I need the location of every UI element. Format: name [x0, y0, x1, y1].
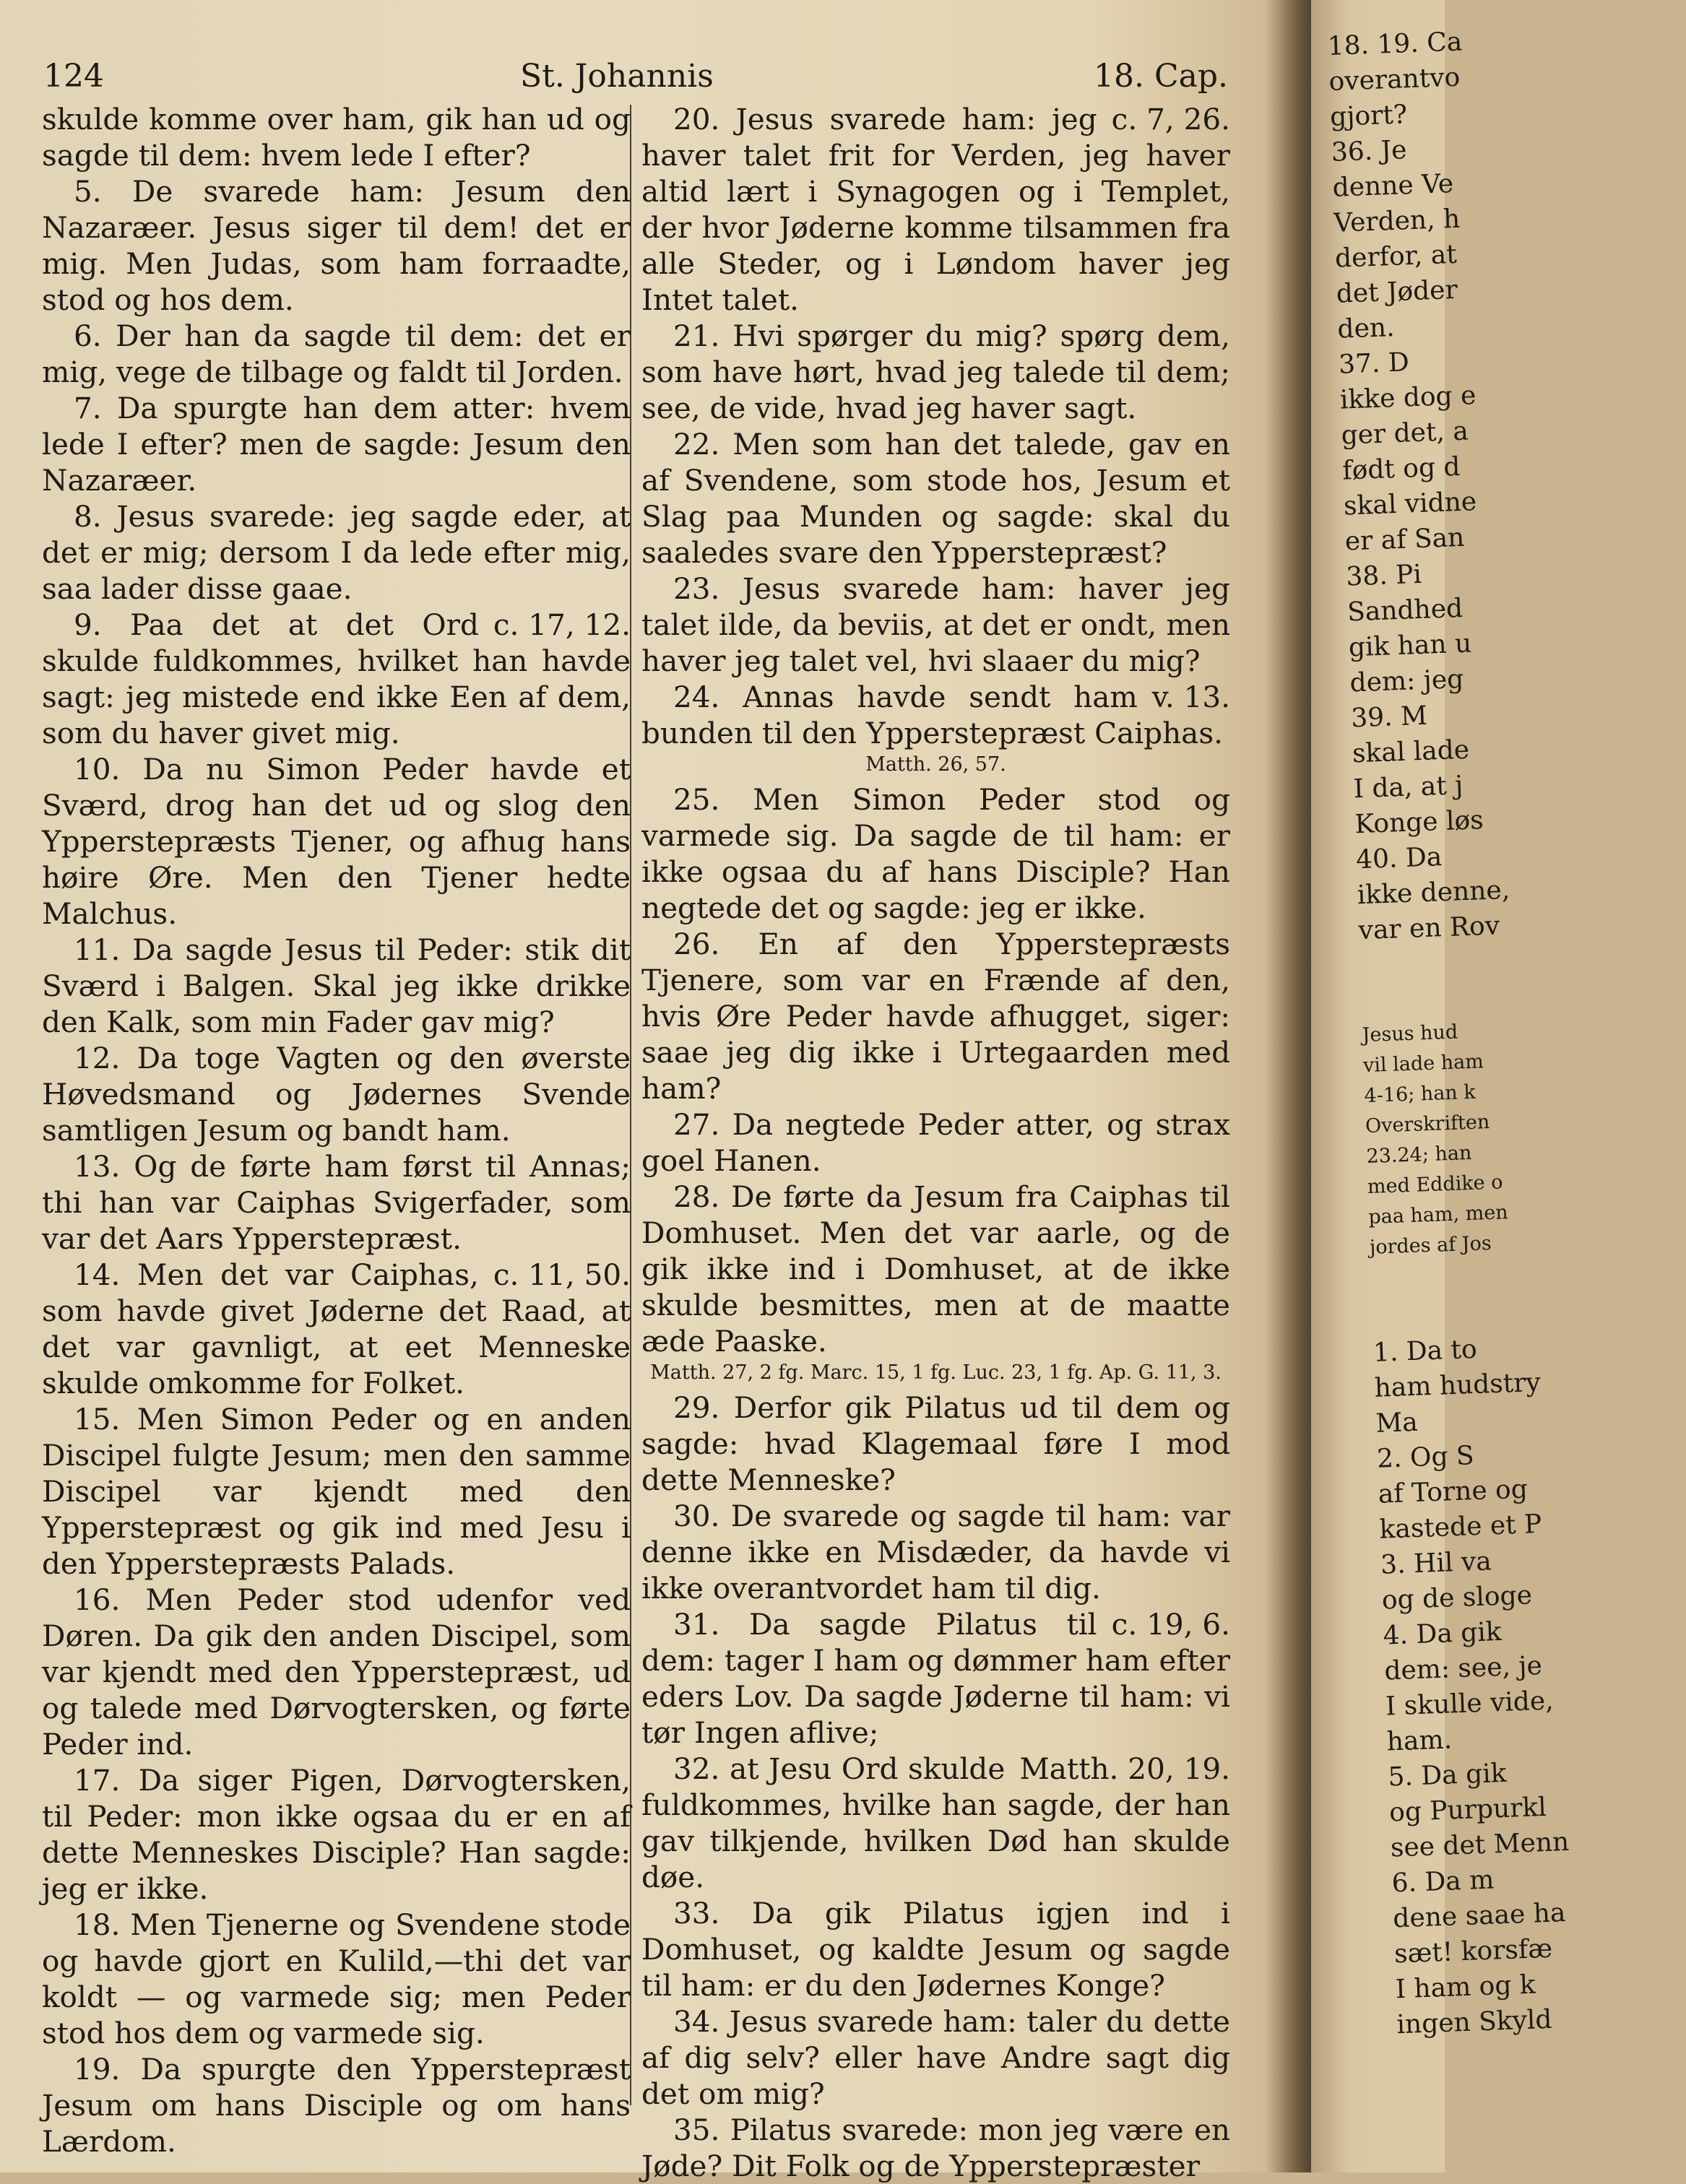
verse-text: 25. Men Simon Peder stod og varmede sig. Da sagde de til ham: er ikke ogsaa du af hans Disciple? Han negtede det og sagde: jeg er ikke.: [641, 782, 1230, 925]
page-number: 124: [43, 58, 104, 95]
verse-text: 24. Annas havde sendt ham bunden til den Ypperstepræst Caiphas.: [641, 680, 1223, 750]
next-page-line: 1. Da to: [1372, 1334, 1478, 1368]
next-page-line: Overskriften: [1365, 1111, 1490, 1138]
next-page-line: ham hudstry: [1374, 1367, 1542, 1403]
verse-text: 7. Da spurgte han dem atter: hvem lede I efter? men de sagde: Jesum den Nazaræer.: [42, 391, 631, 498]
verse-paragraph: [42, 101, 631, 173]
next-page-line: af Torne og: [1378, 1474, 1529, 1509]
next-page-line: med Eddike o: [1367, 1171, 1503, 1199]
verse-text: 30. De svarede og sagde til ham: var denne ikke en Misdæder, da havde vi ikke overantvordet ham til dig.: [641, 1499, 1230, 1606]
next-page-line: dem: jeg: [1349, 664, 1464, 698]
next-page-line: skal lade: [1352, 734, 1470, 769]
running-title: St. Johannis: [520, 58, 714, 95]
next-page-line: gik han u: [1348, 628, 1472, 663]
verse-text: 14. Men det var Caiphas, som havde givet Jøderne det Raad, at det var gavnligt, at eet Menneske skulde omkomme for Folket.: [42, 1257, 631, 1400]
next-page-line: det Jøder: [1336, 274, 1458, 309]
next-page-line: kastede et P: [1378, 1509, 1542, 1545]
verse-text: 9. Paa det at det Ord skulde fuldkommes, hvilket han havde sagt: jeg mistede end ikke Een af dem, som du haver givet mig.: [42, 607, 631, 750]
next-page-fragments: [1327, 19, 1686, 2042]
cross-reference: c. 17, 12.: [493, 607, 631, 642]
next-page-line: 39. M: [1350, 701, 1428, 734]
next-page-line: I skulle vide,: [1385, 1686, 1555, 1722]
next-page-line: var en Rov: [1357, 911, 1500, 946]
verse-paragraph: [42, 932, 631, 1040]
next-page-line: sæt! korsfæ: [1393, 1933, 1553, 1970]
right-text-column: [641, 101, 1230, 2184]
next-page-line: 40. Da: [1355, 842, 1443, 875]
next-page-line: ikke dog e: [1339, 381, 1477, 415]
verse-paragraph: [641, 926, 1230, 1106]
verse-paragraph: [641, 1390, 1230, 1498]
verse-text: 20. Jesus svarede ham: jeg haver talet frit for Verden, jeg haver altid lært i Synagogen og i Templet, der hvor Jøderne komme tilsammen fra alle Steder, og i Løndom haver jeg Intet talet.: [641, 102, 1230, 317]
verse-paragraph: [42, 1040, 631, 1148]
verse-text: 6. Der han da sagde til dem: det er mig, vege de tilbage og faldt til Jorden.: [42, 318, 631, 389]
next-page-line: ingen Skyld: [1396, 2004, 1553, 2040]
verse-text: 12. Da toge Vagten og den øverste Høvedsmand og Jødernes Svende samtligen Jesum og bandt ham.: [42, 1041, 631, 1148]
next-page-line: see det Menn: [1390, 1826, 1570, 1863]
parallel-reference: Matth. 26, 57.: [865, 753, 1006, 776]
next-page-line: 6. Da m: [1391, 1865, 1495, 1899]
verse-paragraph: [42, 1148, 631, 1257]
verse-text: 31. Da sagde Pilatus til dem: tager I ham og dømmer ham efter eders Lov. Da sagde Jøderne til ham: vi tør Ingen aflive;: [641, 1607, 1230, 1750]
next-page-line: 36. Je: [1331, 135, 1408, 168]
cross-reference: c. 19, 6.: [1111, 1607, 1230, 1642]
verse-paragraph: [42, 1582, 631, 1762]
verse-paragraph: [42, 1907, 631, 2051]
next-page-line: født og d: [1341, 451, 1461, 486]
verse-text: 22. Men som han det talede, gav en af Svendene, som stode hos, Jesum et Slag paa Munden og sagde: skal du saaledes svare den Ypperstepræst?: [641, 427, 1230, 570]
verse-paragraph: [641, 571, 1230, 679]
chapter-label: 18. Cap.: [1093, 58, 1228, 95]
book-page-right-edge: [1311, 0, 1570, 2172]
verse-paragraph: [641, 318, 1230, 426]
book-gutter-shadow: [1266, 0, 1316, 2172]
verse-paragraph: [42, 173, 631, 318]
next-page-line: og de sloge: [1381, 1580, 1533, 1616]
verse-text: 23. Jesus svarede ham: haver jeg talet ilde, da beviis, at det er ondt, men haver jeg talet vel, hvi slaaer du mig?: [641, 571, 1230, 678]
verse-paragraph: [641, 1106, 1230, 1179]
verse-paragraph: [42, 2051, 631, 2159]
verse-text: 34. Jesus svarede ham: taler du dette af dig selv? eller have Andre sagt dig det om mig?: [641, 2004, 1230, 2111]
verse-paragraph: [641, 2112, 1230, 2184]
verse-paragraph: [42, 1257, 631, 1401]
next-page-line: den.: [1336, 313, 1396, 344]
spacer: [1370, 1253, 1661, 1335]
verse-text: 21. Hvi spørger du mig? spørg dem, som have hørt, hvad jeg talede til dem; see, de vide, hvad jeg haver sagt.: [641, 318, 1230, 425]
cross-reference: c. 7, 26.: [1111, 102, 1230, 136]
verse-paragraph: [641, 1751, 1230, 1895]
verse-text: 5. De svarede ham: Jesum den Nazaræer. Jesus siger til dem! det er mig. Men Judas, som ham forraadte, stod og hos dem.: [42, 174, 631, 317]
verse-text: 17. Da siger Pigen, Dørvogtersken, til Peder: mon ikke ogsaa du er en af dette Menneskes Disciple? Han sagde: jeg er ikke.: [42, 1763, 631, 1906]
next-page-line: paa ham, men: [1367, 1201, 1509, 1228]
next-page-line: Ma: [1375, 1407, 1419, 1439]
next-page-line: jordes af Jos: [1369, 1232, 1492, 1259]
verse-paragraph: [641, 1179, 1230, 1359]
verse-text: 8. Jesus svarede: jeg sagde eder, at det er mig; dersom I da lede efter mig, saa lader disse gaae.: [42, 499, 631, 606]
verse-text: 27. Da negtede Peder atter, og strax goel Hanen.: [641, 1107, 1230, 1178]
cross-reference: Matth. 20, 19.: [1019, 1751, 1230, 1786]
verse-paragraph: [641, 1606, 1230, 1751]
verse-paragraph: [641, 781, 1230, 926]
next-page-line: dene saae ha: [1392, 1898, 1567, 1934]
next-page-line: 4. Da gik: [1382, 1616, 1503, 1651]
verse-paragraph: [641, 2003, 1230, 2112]
verse-paragraph: [641, 101, 1230, 318]
next-page-line: 2. Og S: [1376, 1441, 1475, 1474]
verse-text: 11. Da sagde Jesus til Peder: stik dit Sværd i Balgen. Skal jeg ikke drikke den Kalk, som min Fader gav mig?: [42, 932, 631, 1039]
next-page-line: vil lade ham: [1362, 1050, 1484, 1078]
next-page-line: og Purpurkl: [1388, 1792, 1547, 1828]
verse-text: 10. Da nu Simon Peder havde et Sværd, drog han det ud og slog den Ypperstepræsts Tjener, og afhug hans høire Øre. Men den Tjener hedte Malchus.: [42, 752, 631, 931]
verse-text: 18. Men Tjenerne og Svendene stode og havde gjort en Kulild,—thi det var koldt — og varmede sig; men Peder stod hos dem og varmede sig.: [42, 1907, 631, 2050]
next-page-line: 18. 19. Ca: [1327, 27, 1463, 61]
spacer: [1359, 938, 1650, 1020]
verse-paragraph: [42, 390, 631, 498]
verse-text: 19. Da spurgte den Ypperstepræst Jesum om hans Disciple og om hans Lærdom.: [42, 2052, 631, 2159]
next-page-line: Jesus hud: [1362, 1020, 1458, 1047]
verse-paragraph: [42, 607, 631, 751]
next-page-line: derfor, at: [1334, 239, 1458, 274]
verse-text: 35. Pilatus svarede: mon jeg være en Jøde? Dit Folk og de Ypperstepræster: [641, 2112, 1230, 2183]
next-page-line: skal vidne: [1343, 487, 1477, 521]
next-page-line: I da, at j: [1353, 771, 1464, 805]
verse-paragraph: [42, 498, 631, 607]
next-page-line: dem: see, je: [1383, 1651, 1543, 1686]
verse-paragraph: [42, 751, 631, 932]
verse-paragraph: [42, 1762, 631, 1907]
next-page-line: Sandhed: [1346, 593, 1464, 628]
verse-text: 16. Men Peder stod udenfor ved Døren. Da gik den anden Discipel, som var kjendt med den Ypperstepræst, ud og talede med Dørvogtersken, og førte Peder ind.: [42, 1582, 631, 1762]
next-page-line: gjort?: [1329, 100, 1408, 132]
next-page-line: 3. Hil va: [1380, 1546, 1492, 1580]
verse-paragraph: [42, 1401, 631, 1582]
next-page-line: 38. Pi: [1345, 559, 1422, 592]
next-page-line: ikke denne,: [1357, 875, 1510, 911]
next-page-line: 37. D: [1338, 347, 1410, 380]
next-page-line: denne Ve: [1331, 169, 1454, 203]
verse-text: 13. Og de førte ham først til Annas; thi han var Caiphas Svigerfader, som var det Aars Ypperstepræst.: [42, 1149, 631, 1256]
parallel-reference: Matth. 27, 2 fg. Marc. 15, 1 fg. Luc. 23, 1 fg. Ap. G. 11, 3.: [650, 1361, 1222, 1384]
next-page-line: 4-16; han k: [1364, 1080, 1477, 1108]
verse-text: 26. En af den Ypperstepræsts Tjenere, som var en Frænde af den, hvis Øre Peder havde afhugget, siger: saae jeg dig ikke i Urtegaarden med ham?: [641, 927, 1230, 1106]
cross-reference: v. 13.: [1151, 680, 1230, 714]
next-page-line: ger det, a: [1340, 416, 1469, 451]
next-page-line: I ham og k: [1395, 1970, 1536, 2005]
next-page-line: ham.: [1386, 1725, 1453, 1757]
verse-text: 32. at Jesu Ord skulde fuldkommes, hvilke han sagde, der han gav tilkjende, hvilken Død han skulde døe.: [641, 1751, 1230, 1894]
left-text-column: [42, 101, 631, 2159]
verse-text: skulde komme over ham, gik han ud og sagde til dem: hvem lede I efter?: [42, 102, 631, 173]
verse-text: 28. De førte da Jesum fra Caiphas til Domhuset. Men det var aarle, og de gik ikke ind i Domhuset, at de ikke skulde besmittes, men at de maatte æde Paaske.: [641, 1179, 1230, 1358]
cross-reference: c. 11, 50.: [493, 1257, 631, 1292]
next-page-line: Konge løs: [1354, 805, 1484, 840]
next-page-line: 5. Da gik: [1387, 1758, 1508, 1793]
verse-text: 15. Men Simon Peder og en anden Discipel fulgte Jesum; men den samme Discipel var kjendt med den Ypperstepræst og gik ind med Jesu i den Ypperstepræsts Palads.: [42, 1402, 631, 1581]
verse-text: 33. Da gik Pilatus igjen ind i Domhuset, og kaldte Jesum og sagde til ham: er du den Jødernes Konge?: [641, 1896, 1230, 2003]
next-page-line: Verden, h: [1333, 204, 1461, 238]
verse-paragraph: [42, 318, 631, 390]
next-page-line: 23.24; han: [1365, 1141, 1472, 1169]
verse-paragraph: [641, 1895, 1230, 2003]
next-page-line: overantvo: [1328, 62, 1461, 97]
verse-paragraph: [641, 426, 1230, 571]
verse-paragraph: [641, 679, 1230, 751]
next-page-line: er af San: [1344, 522, 1465, 557]
verse-text: 29. Derfor gik Pilatus ud til dem og sagde: hvad Klagemaal føre I mod dette Menneske?: [641, 1390, 1230, 1497]
verse-paragraph: [641, 1498, 1230, 1606]
